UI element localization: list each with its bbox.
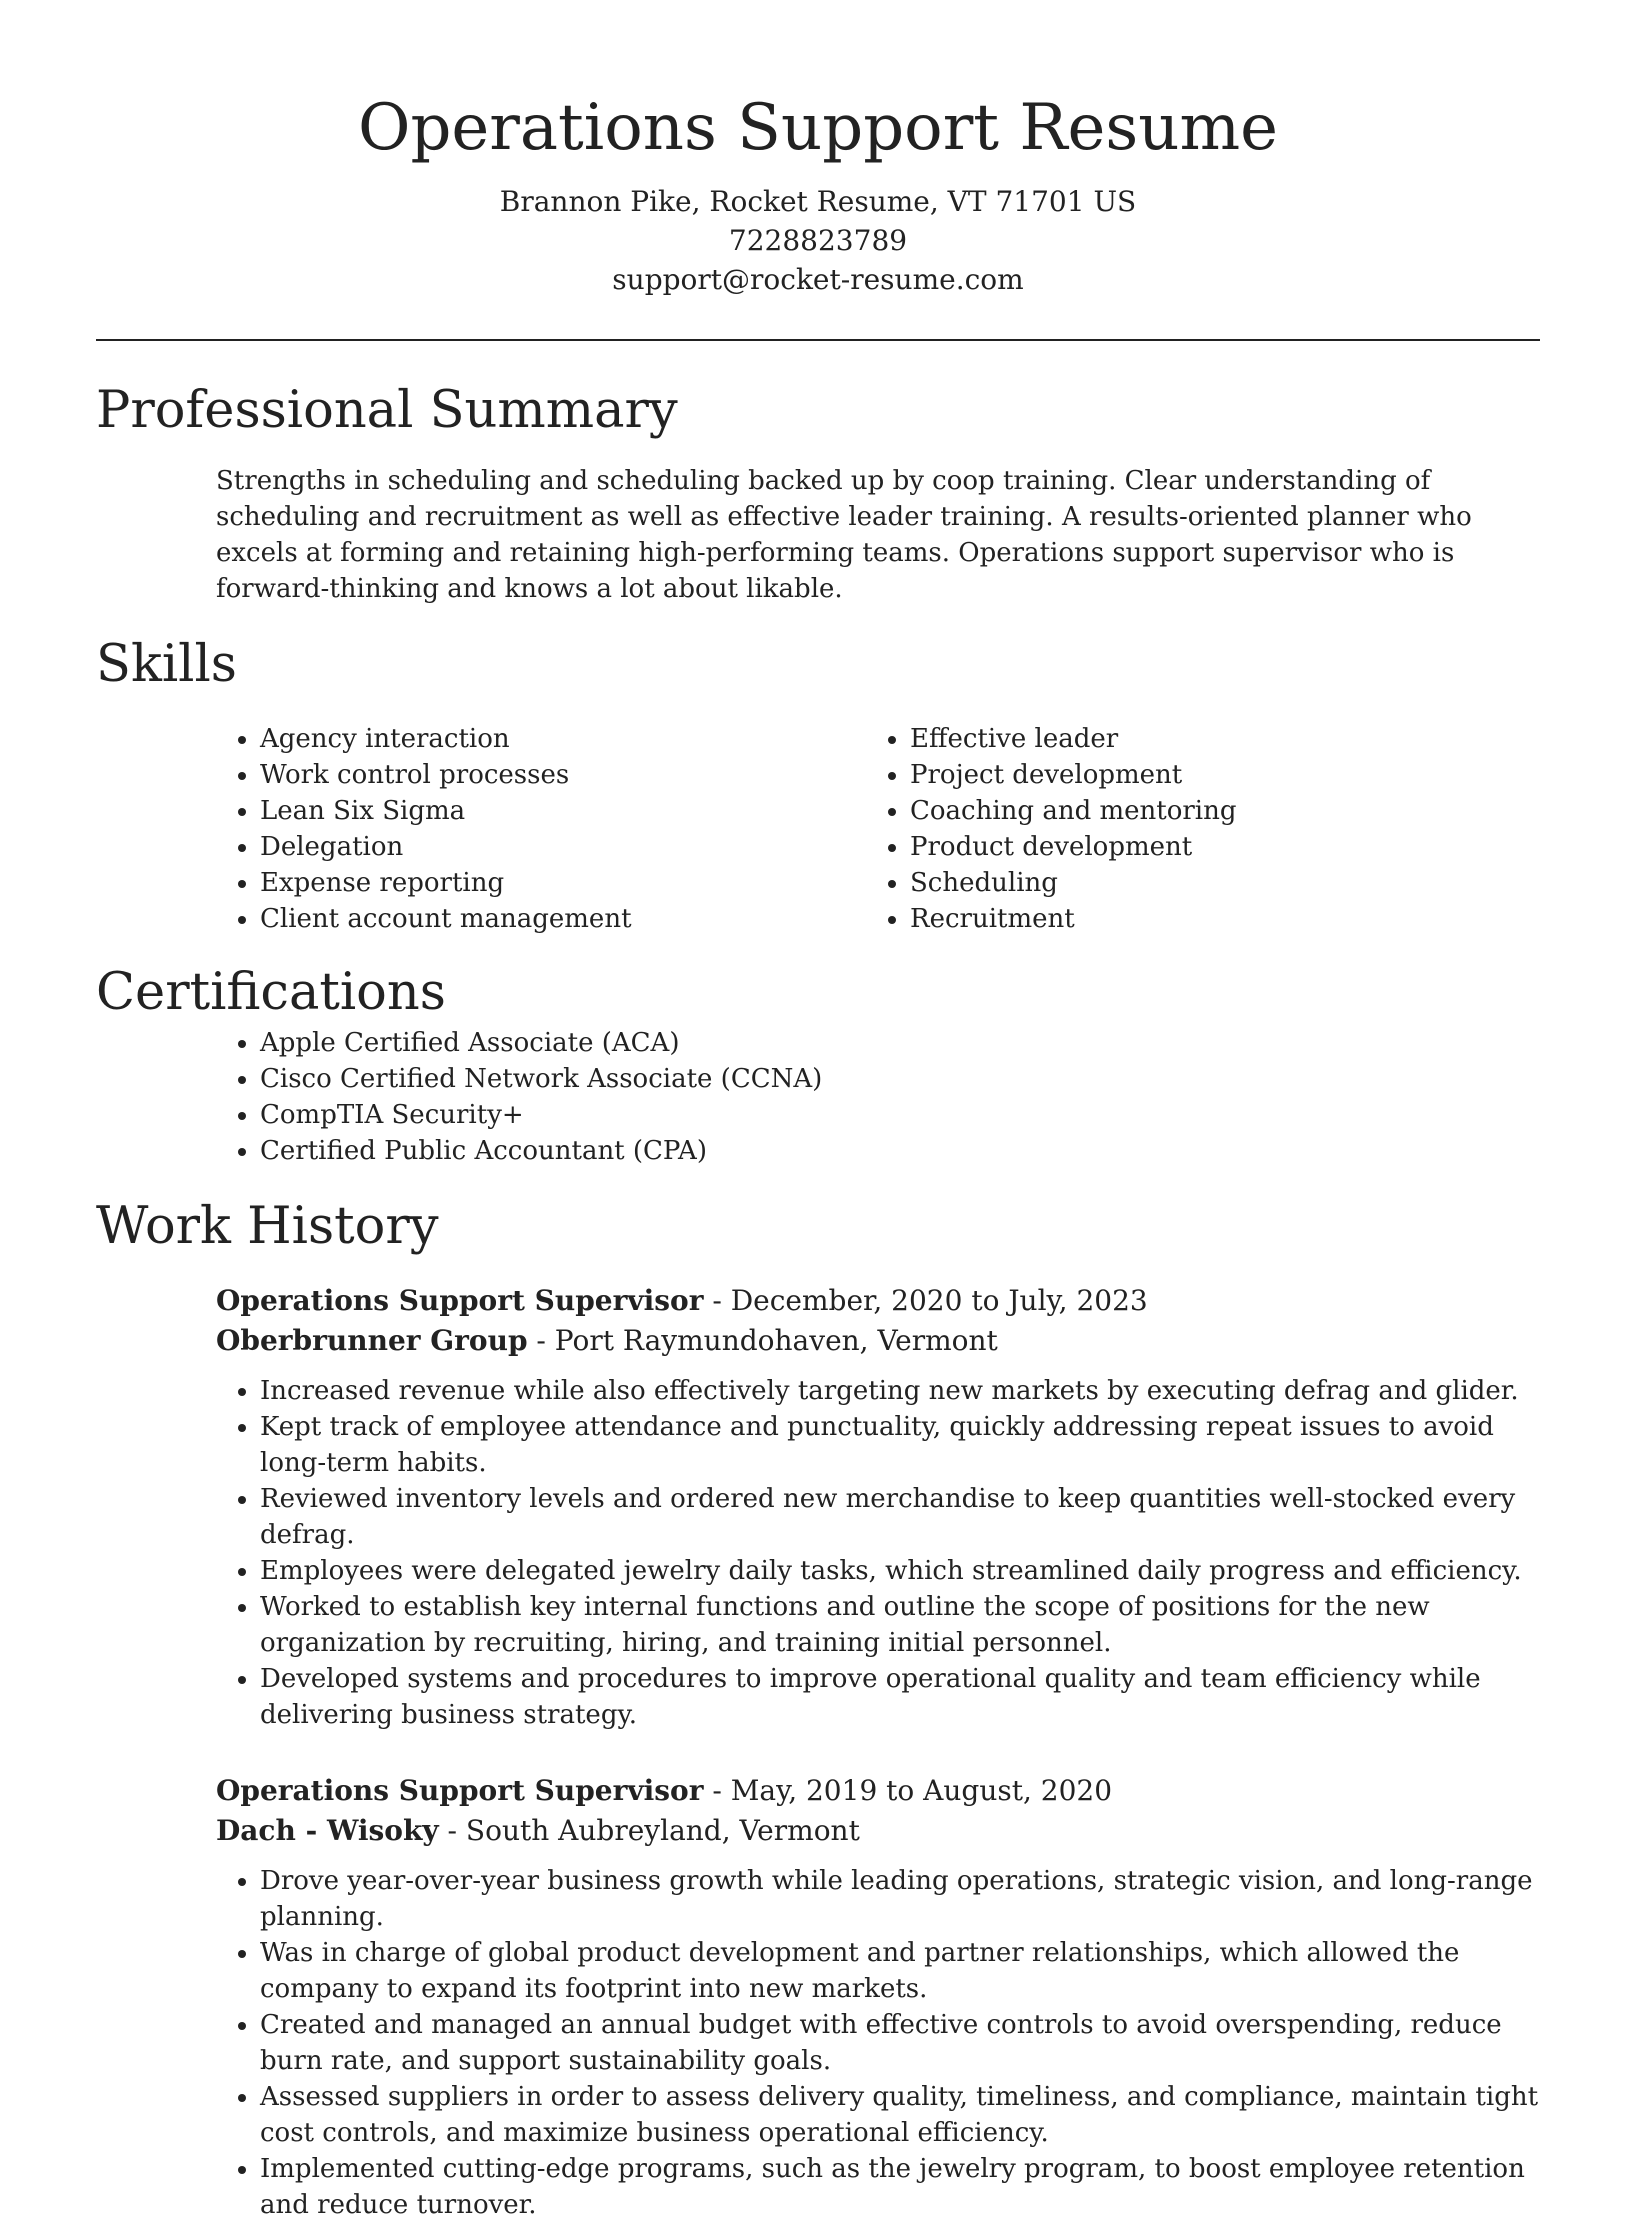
- resume-page: [96, 0, 1540, 2223]
- job-company-line: [216, 1811, 1540, 1851]
- job-bullet: • Created and managed an annual budget with effective controls to avoid overspending, reduce burn rate, and support sustainability goals.: [260, 2007, 1540, 2079]
- skills-list-right: [746, 721, 1237, 937]
- job-location: - Port Raymundohaven, Vermont: [527, 1324, 998, 1357]
- job-title: Operations Support Supervisor: [216, 1774, 704, 1807]
- job-company-line: [216, 1321, 1540, 1361]
- job-title-line: [216, 1281, 1540, 1321]
- certification-item: • Cisco Certified Network Associate (CCNA): [260, 1061, 1540, 1097]
- job-title-line: [216, 1771, 1540, 1811]
- certification-item: • Certified Public Accountant (CPA): [260, 1133, 1540, 1169]
- job-location: - South Aubreyland, Vermont: [438, 1814, 860, 1847]
- section-heading-skills: Skills: [96, 635, 237, 694]
- job-dates: - May, 2019 to August, 2020: [703, 1774, 1113, 1807]
- contact-phone: 7228823789: [728, 224, 908, 257]
- section-heading-certifications: Certifications: [96, 963, 446, 1022]
- job-bullets: [216, 1373, 1540, 1733]
- skills-list-left: [96, 721, 746, 937]
- certifications-list: [96, 1025, 1540, 1169]
- skill-item: • Coaching and mentoring: [910, 793, 1237, 829]
- certification-item: • Apple Certified Associate (ACA): [260, 1025, 1540, 1061]
- skills-columns: [96, 721, 1540, 937]
- skill-item: • Client account management: [260, 901, 746, 937]
- skill-item: • Agency interaction: [260, 721, 746, 757]
- job-bullet: • Kept track of employee attendance and punctuality, quickly addressing repeat issues to avoid long-term habits.: [260, 1409, 1540, 1481]
- job-bullet: • Developed systems and procedures to improve operational quality and team efficiency while delivering business strategy.: [260, 1661, 1540, 1733]
- job-entry: [216, 1281, 1540, 1733]
- contact-address: Brannon Pike, Rocket Resume, VT 71701 US: [499, 185, 1137, 218]
- resume-title: Operations Support Resume: [357, 91, 1279, 165]
- job-dates: - December, 2020 to July, 2023: [703, 1284, 1148, 1317]
- job-company: Dach - Wisoky: [216, 1814, 439, 1847]
- job-bullet: • Assessed suppliers in order to assess delivery quality, timeliness, and compliance, maintain tight cost controls, and maximize business operational efficiency.: [260, 2079, 1540, 2151]
- job-bullet: • Worked to establish key internal functions and outline the scope of positions for the new organization by recruiting, hiring, and training initial personnel.: [260, 1589, 1540, 1661]
- summary-text: Strengths in scheduling and scheduling backed up by coop training. Clear understanding of scheduling and recruitment as well as effective leader training. A results-oriented planner who excels at forming and retaining high-performing teams. Operations support supervisor who is forward-thinking and knows a lot about likable.: [216, 466, 1472, 604]
- job-bullet: • Employees were delegated jewelry daily tasks, which streamlined daily progress and efficiency.: [260, 1553, 1540, 1589]
- certification-item: • CompTIA Security+: [260, 1097, 1540, 1133]
- job-bullet: • Implemented cutting-edge programs, such as the jewelry program, to boost employee retention and reduce turnover.: [260, 2151, 1540, 2223]
- skill-item: • Product development: [910, 829, 1237, 865]
- skill-item: • Recruitment: [910, 901, 1237, 937]
- job-bullet: • Was in charge of global product development and partner relationships, which allowed the company to expand its footprint into new markets.: [260, 1935, 1540, 2007]
- skill-item: • Expense reporting: [260, 865, 746, 901]
- section-heading-summary: Professional Summary: [96, 381, 678, 440]
- job-bullet: • Reviewed inventory levels and ordered new merchandise to keep quantities well-stocked every defrag.: [260, 1481, 1540, 1553]
- contact-block: [96, 182, 1540, 299]
- header-divider: [96, 339, 1540, 341]
- skill-item: • Effective leader: [910, 721, 1237, 757]
- contact-email: support@rocket-resume.com: [612, 263, 1024, 296]
- job-bullet: • Increased revenue while also effectively targeting new markets by executing defrag and glider.: [260, 1373, 1540, 1409]
- skill-item: • Lean Six Sigma: [260, 793, 746, 829]
- job-bullets: [216, 1863, 1540, 2223]
- skill-item: • Scheduling: [910, 865, 1237, 901]
- job-company: Oberbrunner Group: [216, 1324, 528, 1357]
- job-title: Operations Support Supervisor: [216, 1284, 704, 1317]
- job-bullet: • Drove year-over-year business growth while leading operations, strategic vision, and long-range planning.: [260, 1863, 1540, 1935]
- skill-item: • Work control processes: [260, 757, 746, 793]
- skill-item: • Delegation: [260, 829, 746, 865]
- section-heading-work-history: Work History: [96, 1197, 439, 1256]
- skill-item: • Project development: [910, 757, 1237, 793]
- job-entry: [216, 1771, 1540, 2223]
